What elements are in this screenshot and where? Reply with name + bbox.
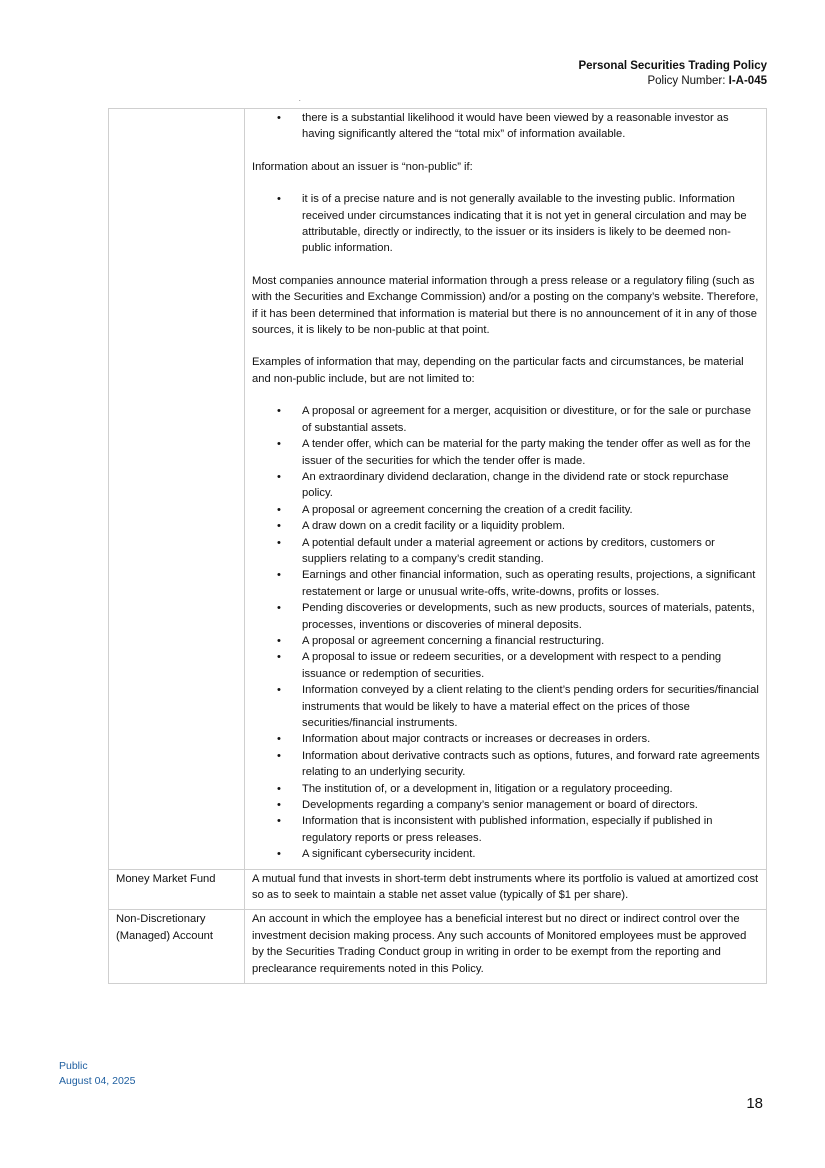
policy-number-line [578, 74, 767, 89]
list-item: • Information about derivative contracts such as options, futures, and forward rate agreements relating to an underlying security. [252, 748, 760, 781]
list-item: • A proposal or agreement concerning the creation of a credit facility. [252, 502, 760, 518]
policy-number-value: I-A-045 [728, 75, 767, 87]
list-item: • there is a substantial likelihood it would have been viewed by a reasonable investor as having significantly altered the “total mix” of information available. [252, 110, 760, 143]
list-item: • Pending discoveries or developments, such as new products, sources of materials, patents, processes, inventions or discoveries of mineral deposits. [252, 600, 760, 633]
classification-label: Public [59, 1060, 88, 1072]
stray-dot: . [299, 97, 301, 103]
term-cell: Money Market Fund [109, 869, 245, 910]
announcement-paragraph: Most companies announce material information through a press release or a regulatory filing (such as with the Securities and Exchange Commission) and/or a posting on the company’s website. Therefore, if it has been determined that information is material but there is no announcement of it in any of those sources, it is likely to be non-public at that point. [252, 274, 759, 337]
examples-list [252, 403, 760, 862]
list-item: • A tender offer, which can be material for the party making the tender offer as well as for the issuer of the securities for which the tender offer is made. [252, 436, 760, 469]
list-item: • A proposal or agreement for a merger, acquisition or divestiture, or for the sale or purchase of substantial assets. [252, 403, 760, 436]
list-item: • A significant cybersecurity incident. [252, 846, 760, 862]
examples-intro: Examples of information that may, depending on the particular facts and circumstances, be material and non-public include, but are not limited to: [252, 356, 744, 385]
list-item: • it is of a precise nature and is not generally available to the investing public. Information received under circumstances indicating that it is not yet in general circulation and may be attributable, directly or indirectly, to the issuer or its insiders is likely to be deemed non-public information. [252, 191, 760, 257]
table-row [109, 869, 767, 910]
table-row [109, 109, 767, 870]
definition-cell: An account in which the employee has a beneficial interest but no direct or indirect control over the investment decision making process. Any such accounts of Monitored employees must be approved by the Securities Trading Conduct group in writing in order to be exempt from the reporting and preclearance requirements noted in this Policy. [245, 910, 767, 984]
nonpublic-intro: Information about an issuer is “non-public” if: [252, 160, 473, 173]
page-number: 18 [746, 1095, 763, 1112]
definitions-table [108, 108, 767, 984]
list-item: • Developments regarding a company’s senior management or board of directors. [252, 797, 760, 813]
list-item: • A potential default under a material agreement or actions by creditors, customers or suppliers relating to a company’s credit standing. [252, 535, 760, 568]
list-item: • Information conveyed by a client relating to the client’s pending orders for securities/financial instruments that would be likely to have a material effect on the prices of those securities/financial instruments. [252, 682, 760, 731]
list-item: • An extraordinary dividend declaration, change in the dividend rate or stock repurchase policy. [252, 469, 760, 502]
materiality-bullets [252, 110, 760, 143]
definition-cell: A mutual fund that invests in short-term debt instruments where its portfolio is valued at amortized cost so as to seek to maintain a stable net asset value (typically of $1 per share). [245, 869, 767, 910]
definition-cell [245, 109, 767, 870]
document-title: Personal Securities Trading Policy [578, 60, 767, 72]
term-cell: Non-Discretionary (Managed) Account [109, 910, 245, 984]
list-item: • A draw down on a credit facility or a liquidity problem. [252, 518, 760, 534]
list-item: • The institution of, or a development in, litigation or a regulatory proceeding. [252, 781, 760, 797]
list-item: • Earnings and other financial information, such as operating results, projections, a significant restatement or large or unusual write-offs, write-downs, profits or losses. [252, 567, 760, 600]
list-item: • Information about major contracts or increases or decreases in orders. [252, 731, 760, 747]
policy-number-label: Policy Number: [647, 75, 729, 87]
list-item: • Information that is inconsistent with published information, especially if published in regulatory reports or press releases. [252, 813, 760, 846]
list-item: • A proposal or agreement concerning a financial restructuring. [252, 633, 760, 649]
page-footer [59, 1059, 135, 1089]
nonpublic-bullets [252, 191, 760, 257]
term-cell-empty [109, 109, 245, 870]
table-row [109, 910, 767, 984]
footer-date: August 04, 2025 [59, 1075, 136, 1087]
list-item: • A proposal to issue or redeem securities, or a development with respect to a pending issuance or redemption of securities. [252, 649, 760, 682]
page-header [578, 59, 767, 89]
